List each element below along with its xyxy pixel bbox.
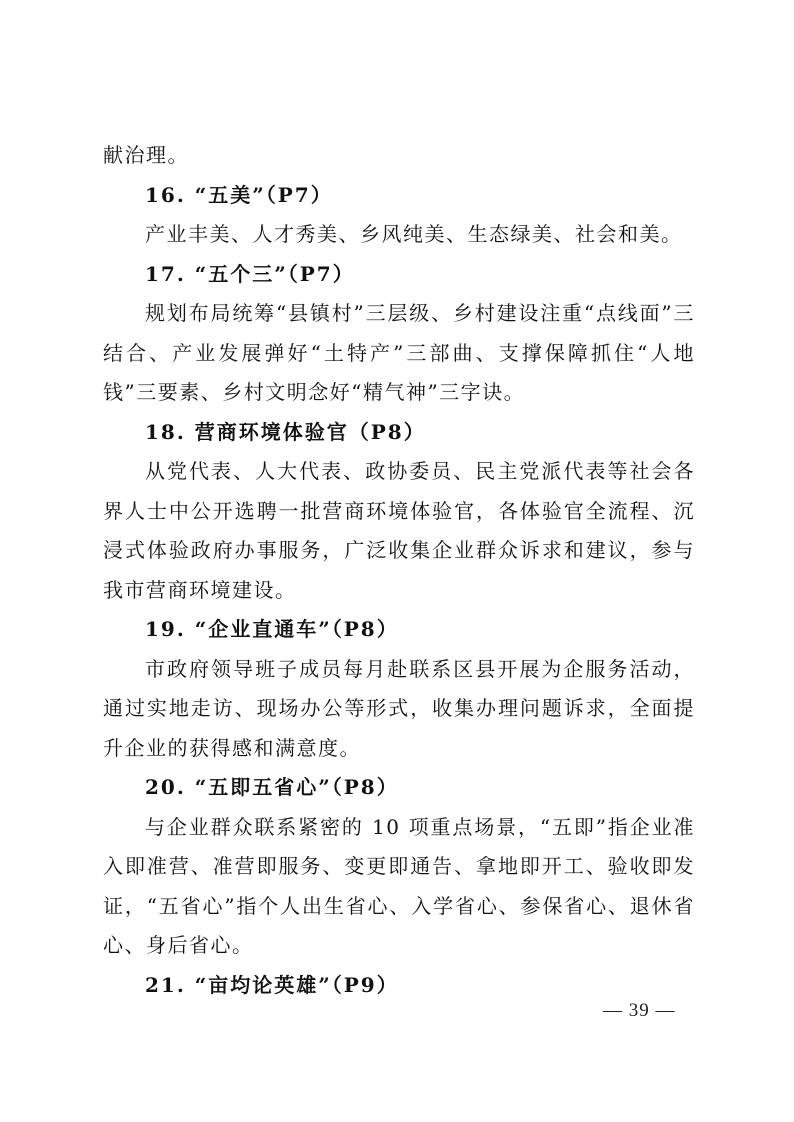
item-text-19: 市政府领导班子成员每月赴联系区县开展为企服务活动，通过实地走访、现场办公等形式，收集办理问题诉求，全面提升企业的获得感和满意度。 — [103, 656, 695, 760]
page-number: — 39 — — [603, 1000, 676, 1021]
item-text-18: 从党代表、人大代表、政协委员、民主党派代表等社会各界人士中公开选聘一批营商环境体验官，各体验官全流程、沉浸式体验政府办事服务，广泛收集企业群众诉求和建议，参与我市营商环境建设。 — [103, 459, 695, 602]
item-heading-20: 20. “五即五省心”（P8） — [145, 775, 399, 799]
item-heading-21: 21. “亩均论英雄”（P9） — [145, 972, 399, 997]
item-text-17: 规划布局统筹“县镇村”三层级、乡村建设注重“点线面”三结合、产业发展弹好“土特产”三部曲、支撑保障抓住“人地钱”三要素、乡村文明念好“精气神”三字诀。 — [103, 301, 695, 404]
item-heading-19: 19. “企业直通车”（P8） — [145, 617, 399, 641]
item-text-16: 产业丰美、人才秀美、乡风纯美、生态绿美、社会和美。 — [145, 222, 683, 246]
item-heading-17: 17. “五个三”（P7） — [145, 261, 355, 286]
document-body — [103, 136, 695, 1005]
item-text-20: 与企业群众联系紧密的 10 项重点场景，“五即”指企业准入即准营、准营即服务、变更即通告、拿地即开工、验收即发证，“五省心”指个人出生省心、入学省心、参保省心、退休省心、身后省心。 — [103, 814, 695, 957]
item-heading-16: 16. “五美”（P7） — [145, 182, 333, 207]
item-heading-18: 18. 营商环境体验官（P8） — [145, 419, 426, 444]
continued-paragraph: 献治理。 — [103, 143, 189, 167]
